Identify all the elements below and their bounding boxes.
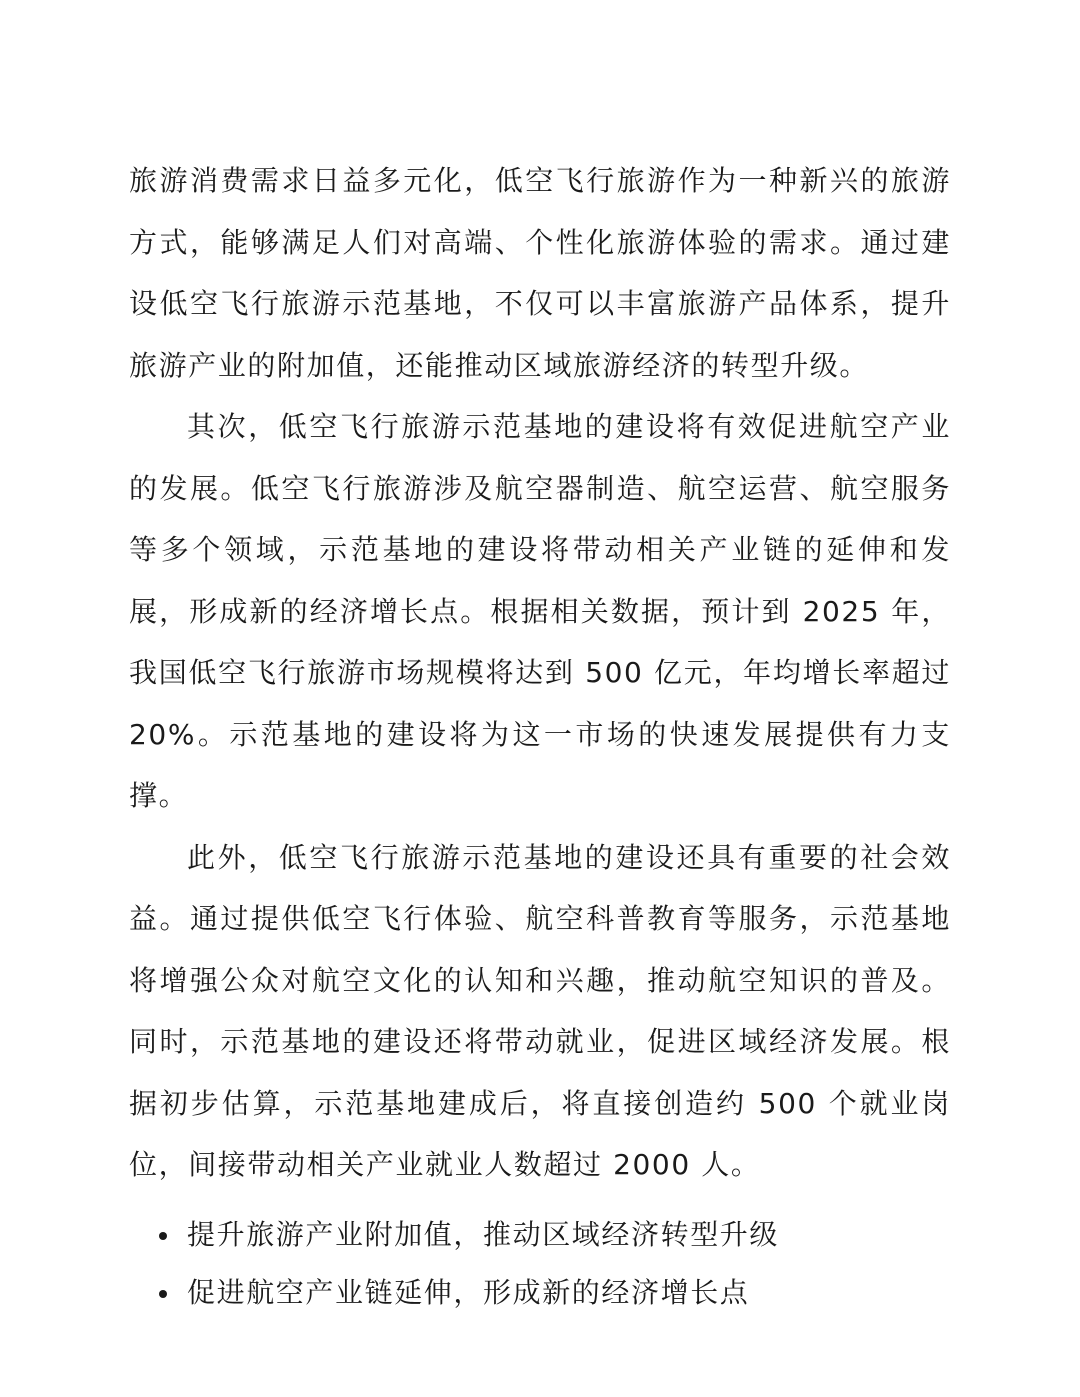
- list-item: [129, 1264, 951, 1322]
- paragraph-social-benefits: 此外，低空飞行旅游示范基地的建设还具有重要的社会效益。通过提供低空飞行体验、航空科普教育等服务，示范基地将增强公众对航空文化的认知和兴趣，推动航空知识的普及。同时，示范基地的建设还将带动就业，促进区域经济发展。根据初步估算，示范基地建成后，将直接创造约 500 个就业岗位，间接带动相关产业就业人数超过 2000 人。: [129, 840, 951, 1181]
- list-item: [129, 1206, 951, 1264]
- bullet-text: 提升旅游产业附加值，推动区域经济转型升级: [187, 1217, 780, 1251]
- document-body: [129, 150, 951, 1322]
- bullet-text: 促进航空产业链延伸，形成新的经济增长点: [187, 1275, 750, 1309]
- paragraph-aviation-industry: 其次，低空飞行旅游示范基地的建设将有效促进航空产业的发展。低空飞行旅游涉及航空器制造、航空运营、航空服务等多个领域，示范基地的建设将带动相关产业链的延伸和发展，形成新的经济增长点。根据相关数据，预计到 2025 年，我国低空飞行旅游市场规模将达到 500 亿元，年均增长率超过 20%。示范基地的建设将为这一市场的快速发展提供有力支撑。: [129, 410, 951, 812]
- bullet-list: [129, 1206, 951, 1322]
- paragraph-continuation: 旅游消费需求日益多元化，低空飞行旅游作为一种新兴的旅游方式，能够满足人们对高端、个性化旅游体验的需求。通过建设低空飞行旅游示范基地，不仅可以丰富旅游产品体系，提升旅游产业的附加值，还能推动区域旅游经济的转型升级。: [129, 164, 951, 382]
- bullet-dot-icon: [159, 1232, 167, 1240]
- bullet-dot-icon: [159, 1290, 167, 1298]
